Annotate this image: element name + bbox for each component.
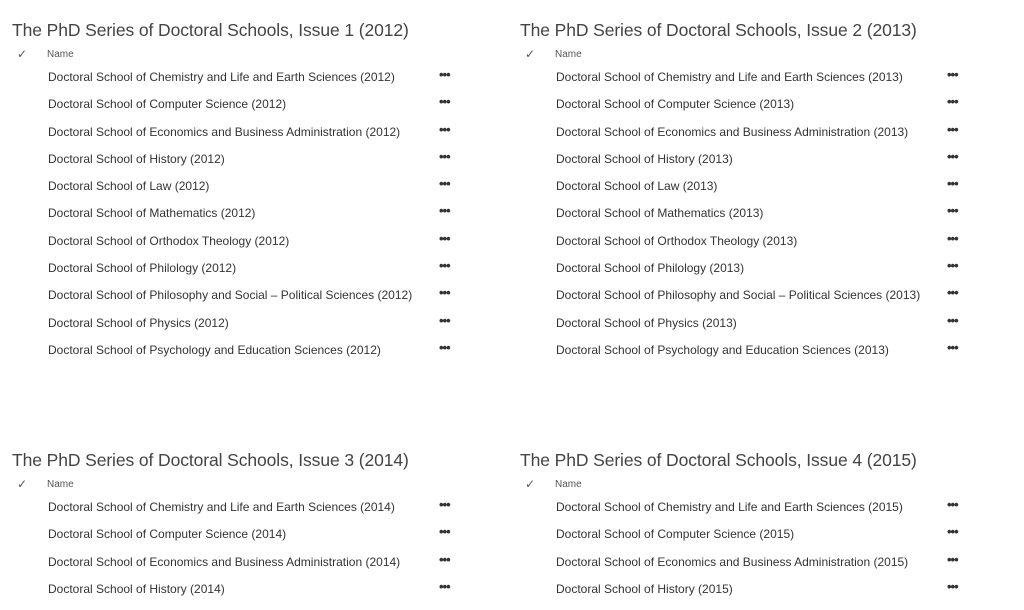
list-item: [520, 338, 980, 365]
more-options-icon[interactable]: •••: [439, 285, 450, 301]
more-options-icon[interactable]: •••: [439, 312, 450, 328]
file-link[interactable]: Doctoral School of Mathematics (2013): [556, 206, 764, 221]
list-item: [12, 283, 472, 310]
more-options-icon[interactable]: •••: [439, 551, 450, 567]
list-item: [520, 550, 980, 577]
file-link[interactable]: Doctoral School of Law (2012): [48, 179, 210, 194]
more-options-icon[interactable]: •••: [947, 203, 958, 219]
list-item: [12, 495, 472, 522]
select-all-check-icon[interactable]: ✓: [17, 477, 28, 491]
list-header: [12, 476, 472, 494]
list-header: [520, 476, 980, 494]
list-item: [520, 311, 980, 338]
list-item: [520, 522, 980, 549]
file-list: [12, 495, 472, 604]
list-header: [12, 46, 472, 64]
file-link[interactable]: Doctoral School of Orthodox Theology (2012): [48, 233, 290, 248]
more-options-icon[interactable]: •••: [947, 578, 958, 594]
more-options-icon[interactable]: •••: [947, 121, 958, 137]
more-options-icon[interactable]: •••: [947, 94, 958, 110]
more-options-icon[interactable]: •••: [947, 551, 958, 567]
file-link[interactable]: Doctoral School of Chemistry and Life and Earth Sciences (2012): [48, 70, 395, 84]
file-list: [520, 495, 980, 604]
file-link[interactable]: Doctoral School of Philosophy and Social – Political Sciences (2012): [48, 288, 413, 303]
more-options-icon[interactable]: •••: [439, 339, 450, 355]
file-link[interactable]: Doctoral School of Psychology and Education Sciences (2013): [556, 342, 889, 357]
file-link[interactable]: Doctoral School of History (2014): [48, 581, 225, 596]
file-link[interactable]: Doctoral School of Economics and Business Administration (2012): [48, 124, 401, 139]
more-options-icon[interactable]: •••: [947, 67, 958, 82]
list-item: [12, 201, 472, 228]
file-link[interactable]: Doctoral School of Mathematics (2012): [48, 206, 256, 221]
more-options-icon[interactable]: •••: [439, 258, 450, 274]
file-list: [520, 65, 980, 365]
list-item: [12, 120, 472, 147]
more-options-icon[interactable]: •••: [439, 578, 450, 594]
list-header: [520, 46, 980, 64]
more-options-icon[interactable]: •••: [439, 203, 450, 219]
list-item: [520, 283, 980, 310]
list-item: [12, 147, 472, 174]
list-item: [12, 65, 472, 92]
file-link[interactable]: Doctoral School of Psychology and Education Sciences (2012): [48, 342, 381, 357]
more-options-icon[interactable]: •••: [947, 312, 958, 328]
file-link[interactable]: Doctoral School of Philosophy and Social – Political Sciences (2013): [556, 288, 921, 303]
list-item: [520, 174, 980, 201]
file-link[interactable]: Doctoral School of History (2015): [556, 581, 733, 596]
file-link[interactable]: Doctoral School of Chemistry and Life and Earth Sciences (2014): [48, 500, 395, 514]
column-header-name[interactable]: Name: [555, 49, 582, 60]
file-link[interactable]: Doctoral School of Computer Science (2012): [48, 97, 287, 112]
more-options-icon[interactable]: •••: [439, 121, 450, 137]
list-item: [12, 338, 472, 365]
more-options-icon[interactable]: •••: [947, 258, 958, 274]
file-link[interactable]: Doctoral School of Chemistry and Life and Earth Sciences (2015): [556, 500, 903, 514]
file-link[interactable]: Doctoral School of Orthodox Theology (2013): [556, 233, 798, 248]
more-options-icon[interactable]: •••: [947, 339, 958, 355]
more-options-icon[interactable]: •••: [439, 67, 450, 82]
file-link[interactable]: Doctoral School of History (2012): [48, 151, 225, 166]
more-options-icon[interactable]: •••: [947, 285, 958, 301]
more-options-icon[interactable]: •••: [947, 497, 958, 512]
list-item: [12, 174, 472, 201]
library-title: The PhD Series of Doctoral Schools, Issue 3 (2014): [12, 450, 409, 470]
select-all-check-icon[interactable]: ✓: [525, 477, 536, 491]
file-link[interactable]: Doctoral School of Computer Science (2014): [48, 527, 287, 542]
file-link[interactable]: Doctoral School of History (2013): [556, 151, 733, 166]
list-item: [520, 65, 980, 92]
file-link[interactable]: Doctoral School of Philology (2013): [556, 261, 745, 276]
file-link[interactable]: Doctoral School of Economics and Business Administration (2013): [556, 124, 909, 139]
file-link[interactable]: Doctoral School of Economics and Business Administration (2015): [556, 554, 909, 569]
more-options-icon[interactable]: •••: [439, 230, 450, 246]
library-title: The PhD Series of Doctoral Schools, Issue 2 (2013): [520, 20, 917, 40]
list-item: [12, 92, 472, 119]
column-header-name[interactable]: Name: [47, 49, 74, 60]
more-options-icon[interactable]: •••: [439, 148, 450, 164]
more-options-icon[interactable]: •••: [439, 524, 450, 540]
file-link[interactable]: Doctoral School of Law (2013): [556, 179, 718, 194]
library-title: The PhD Series of Doctoral Schools, Issue 4 (2015): [520, 450, 917, 470]
list-item: [12, 550, 472, 577]
file-link[interactable]: Doctoral School of Chemistry and Life and Earth Sciences (2013): [556, 70, 903, 84]
file-link[interactable]: Doctoral School of Computer Science (2013): [556, 97, 795, 112]
more-options-icon[interactable]: •••: [439, 94, 450, 110]
file-link[interactable]: Doctoral School of Economics and Business Administration (2014): [48, 554, 401, 569]
list-item: [520, 256, 980, 283]
list-item: [12, 577, 472, 604]
more-options-icon[interactable]: •••: [947, 176, 958, 192]
more-options-icon[interactable]: •••: [947, 524, 958, 540]
file-link[interactable]: Doctoral School of Physics (2013): [556, 315, 737, 330]
list-item: [520, 229, 980, 256]
select-all-check-icon[interactable]: ✓: [17, 47, 28, 61]
list-item: [520, 147, 980, 174]
more-options-icon[interactable]: •••: [439, 497, 450, 512]
list-item: [520, 495, 980, 522]
list-item: [12, 229, 472, 256]
column-header-name[interactable]: Name: [555, 479, 582, 490]
list-item: [520, 92, 980, 119]
file-link[interactable]: Doctoral School of Physics (2012): [48, 315, 229, 330]
list-item: [520, 120, 980, 147]
file-link[interactable]: Doctoral School of Philology (2012): [48, 261, 237, 276]
file-list: [12, 65, 472, 365]
more-options-icon[interactable]: •••: [947, 148, 958, 164]
file-link[interactable]: Doctoral School of Computer Science (2015): [556, 527, 795, 542]
list-item: [12, 311, 472, 338]
more-options-icon[interactable]: •••: [439, 176, 450, 192]
list-item: [520, 577, 980, 604]
list-item: [12, 522, 472, 549]
list-item: [12, 256, 472, 283]
more-options-icon[interactable]: •••: [947, 230, 958, 246]
column-header-name[interactable]: Name: [47, 479, 74, 490]
library-title: The PhD Series of Doctoral Schools, Issue 1 (2012): [12, 20, 409, 40]
select-all-check-icon[interactable]: ✓: [525, 47, 536, 61]
list-item: [520, 201, 980, 228]
